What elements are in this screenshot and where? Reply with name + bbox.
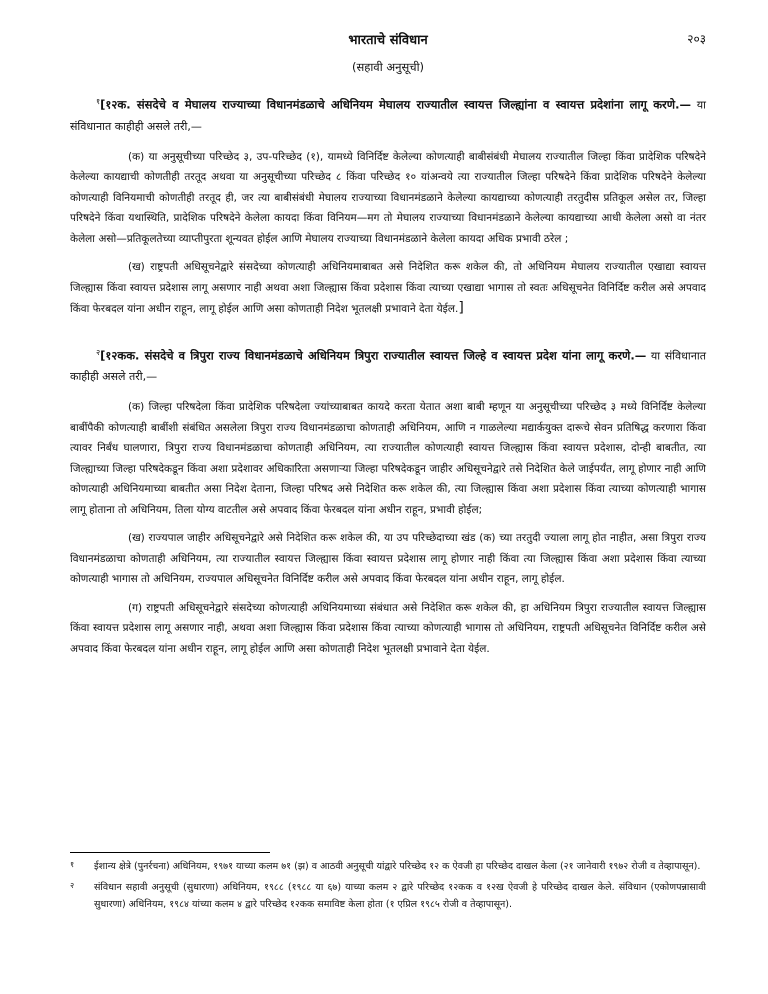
page-number: २०३ bbox=[687, 32, 706, 46]
footnote-divider bbox=[70, 852, 270, 853]
page-header bbox=[70, 26, 706, 48]
footnote-text: ईशान्य क्षेत्रे (पुनर्रचना) अधिनियम, १९७१ याच्या कलम ७१ (झ) व आठवी अनुसूची यांद्वारे परिच्छेद १२ क ऐवजी हा परिच्छेद दाखल केला (२१ जानेवारी १९७२ रोजी व तेव्हापासून). bbox=[94, 861, 701, 872]
section-12a-clause-a: (क) या अनुसूचीच्या परिच्छेद ३, उप-परिच्छेद (१), यामध्ये विनिर्दिष्ट केलेल्या कोणत्याही बाबीसंबंधी मेघालय राज्यातील जिल्हा किंवा प्रादेशिक परिषदेने केलेल्या कायद्याची कोणतीही तरतूद अथवा या अनुसूचीच्या परिच्छेद ८ किंवा परिच्छेद १० यांअन्वये त्या राज्यातील जिल्हा परिषदेने किंवा प्रादेशिक परिषदेने केलेल्या कोणत्याही विनियमाची कोणतीही तरतूद ही, जर त्या बाबीसंबंधी मेघालय राज्याच्या विधानमंडळाने केलेल्या कायद्याच्या कोणत्याही तरतुदीस प्रतिकूल असेल तर, जिल्हा परिषदेने किंवा यथास्थिति, प्रादेशिक परिषदेने केलेला कायदा किंवा विनियम—मग तो मेघालय राज्याच्या विधानमंडळाने केलेल्या कायद्याच्या आधी केलेला असो वा नंतर केलेला असो—प्रतिकूलतेच्या व्याप्तीपुरता शून्यवत होईल आणि मेघालय राज्याच्या विधानमंडळाने केलेला कायदा अधिक प्रभावी ठरेल ; bbox=[70, 150, 706, 245]
footnote-ref-2: २ bbox=[96, 347, 101, 357]
section-12a-title: [१२क. संसदेचे व मेघालय राज्याच्या विधानमंडळाचे अधिनियम मेघालय राज्यातील स्वायत्त जिल्ह्यांना व स्वायत्त प्रदेशांना लागू करणे.— bbox=[100, 97, 691, 112]
section-12a-clause-b bbox=[70, 257, 706, 320]
section-12aa-title: [१२कक. संसदेचे व त्रिपुरा राज्य विधानमंडळाचे अधिनियम त्रिपुरा राज्यातील स्वायत्त जिल्हे व स्वायत्त प्रदेश यांना लागू करणे.— bbox=[100, 348, 647, 363]
section-12aa-heading bbox=[70, 342, 706, 388]
schedule-subtitle: (सहावी अनुसूची) bbox=[351, 60, 425, 74]
section-12a-heading bbox=[70, 91, 706, 137]
footnotes bbox=[70, 858, 706, 917]
footnote-ref-1: १ bbox=[96, 97, 101, 106]
footnote-mark: १ bbox=[70, 860, 75, 869]
footnote-1 bbox=[70, 858, 706, 875]
section-12aa-clause-a: (क) जिल्हा परिषदेला किंवा प्रादेशिक परिषदेला ज्यांच्याबाबत कायदे करता येतात अशा बाबी म्हणून या अनुसूचीच्या परिच्छेद ३ मध्ये विनिर्दिष्ट केलेल्या बाबींपैकी कोणत्याही बाबींशी संबंधित असलेला त्रिपुरा राज्य विधानमंडळाचा कोणताही अधिनियम, आणि न गाळलेल्या मद्यार्कयुक्त दारूचे सेवन प्रतिषिद्ध करणारा किंवा त्यावर निर्बंध घालणारा, त्रिपुरा राज्य विधानमंडळाचा कोणताही अधिनियम, त्या राज्यातील कोणत्याही स्वायत्त जिल्ह्यास किंवा स्वायत्त प्रदेशास, दोन्ही बाबतीत, त्या जिल्ह्याच्या जिल्हा परिषदेकडून किंवा अशा प्रदेशावर अधिकारिता असणाऱ्या जिल्हा परिषदेकडून जाहीर अधिसूचनेद्वारे तसे निदेशित केले जाईपर्यंत, लागू होणार नाही आणि कोणत्याही अधिनियमाच्या बाबतीत असा निदेश देताना, जिल्हा परिषद असे निदेशित करू शकेल की, त्या जिल्ह्यास किंवा अशा प्रदेशास किंवा त्याच्या कोणत्याही भागास लागू होताना तो अधिनियम, तिला योग्य वाटतील असे अपवाद किंवा फेरबदल यांना अधीन राहून, प्रभावी होईल; bbox=[70, 401, 706, 516]
section-12aa-clause-b: (ख) राज्यपाल जाहीर अधिसूचनेद्वारे असे निदेशित करू शकेल की, या उप परिच्छेदाच्या खंड (क) च्या तरतुदी ज्याला लागू होत नाहीत, असा त्रिपुरा राज्य विधानमंडळाचा कोणताही अधिनियम, त्या राज्यातील स्वायत्त जिल्ह्यास किंवा स्वायत्त प्रदेशास लागू होणार नाही किंवा त्या जिल्ह्यास किंवा अशा प्रदेशास किंवा त्याच्या कोणत्याही भागास तो अधिनियम, राज्यपाल अधिसूचनेत विनिर्दिष्ट करील असे अपवाद किंवा फेरबदल यांना अधीन राहून, लागू होईल. bbox=[70, 532, 706, 586]
section-12aa-clause-c: (ग) राष्ट्रपती अधिसूचनेद्वारे संसदेच्या कोणत्याही अधिनियमाच्या संबंधात असे निदेशित करू शकेल की, हा अधिनियम त्रिपुरा राज्यातील स्वायत्त जिल्ह्यास किंवा स्वायत्त प्रदेशास लागू असणार नाही, अथवा अशा जिल्ह्यास किंवा प्रदेशास किंवा त्याच्या कोणत्याही भागास तो अधिनियम, राष्ट्रपती अधिसूचनेत विनिर्दिष्ट करील असे अपवाद किंवा फेरबदल यांना अधीन राहून, लागू होईल आणि असा कोणताही निदेश भूतलक्षी प्रभावाने देता येईल. bbox=[70, 601, 706, 655]
footnote-mark: २ bbox=[70, 881, 75, 890]
section-12a-intro: या संविधानात काहीही असले तरी,— bbox=[70, 98, 706, 133]
section-12aa-intro: या संविधानात काहीही असले तरी,— bbox=[70, 349, 706, 384]
document-page bbox=[70, 26, 706, 667]
section-12a-clause-b-text: (ख) राष्ट्रपती अधिसूचनेद्वारे संसदेच्या कोणत्याही अधिनियमाबाबत असे निदेशित करू शकेल की, तो अधिनियम मेघालय राज्यातील एखाद्या स्वायत्त जिल्ह्यास किंवा स्वायत्त प्रदेशास लागू असणार नाही अथवा अशा जिल्ह्यास किंवा प्रदेशास किंवा त्याच्या एखाद्या भागास तो स्वतः अधिसूचनेत विनिर्दिष्ट करील असे अपवाद किंवा फेरबदल यांना अधीन राहून, लागू होईल आणि असा कोणताही निदेश भूतलक्षी प्रभावाने देता येईल. bbox=[70, 261, 706, 316]
closing-bracket: ] bbox=[458, 300, 464, 317]
footnote-2 bbox=[70, 879, 706, 913]
page-title: भारताचे संविधान bbox=[348, 33, 428, 48]
footnote-text: संविधान सहावी अनुसूची (सुधारणा) अधिनियम, १९८८ (१९८८ या ६७) याच्या कलम २ द्वारे परिच्छेद १२कक व १२ख ऐवजी हे परिच्छेद दाखल केले. संविधान (एकोणपन्नासावी सुधारणा) अधिनियम, १९८४ यांच्या कलम ४ द्वारे परिच्छेद १२कक समाविष्ट केला होता (१ एप्रिल १९८५ रोजी व तेव्हापासून). bbox=[94, 882, 706, 910]
